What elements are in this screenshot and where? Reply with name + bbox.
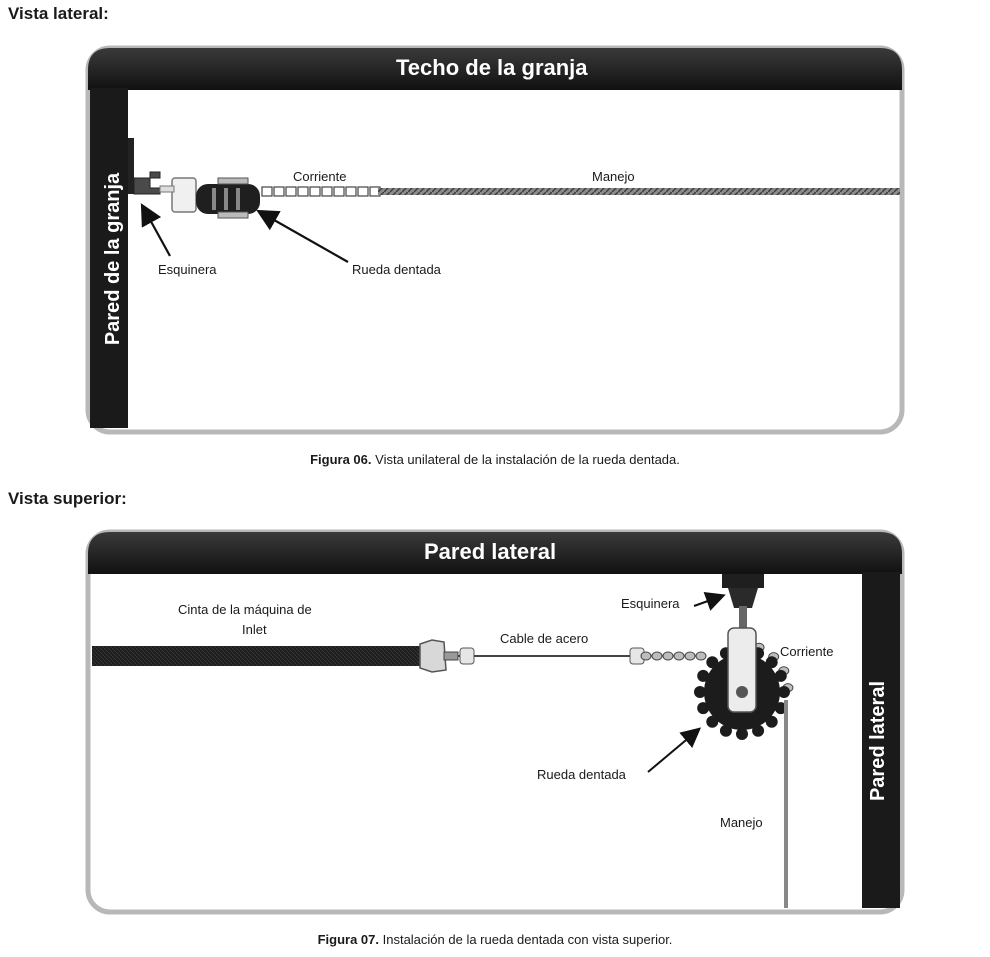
label-rueda-dentada: Rueda dentada	[352, 262, 441, 277]
sprocket-bracket	[728, 628, 756, 712]
label-rueda-top: Rueda dentada	[537, 767, 626, 782]
chain-link	[334, 187, 344, 196]
chain-link	[641, 652, 651, 660]
side-wall-vertical-label: Pared lateral	[867, 680, 889, 802]
section-title-top-view: Vista superior:	[8, 489, 127, 508]
chain-link	[696, 652, 706, 660]
chain-link	[298, 187, 308, 196]
side-view-frame	[88, 48, 902, 432]
caption-07-text: Instalación de la rueda dentada con vista superior.	[379, 932, 673, 947]
chain-link	[652, 652, 662, 660]
top-view-frame	[88, 532, 902, 912]
section-title-side-view: Vista lateral:	[8, 4, 109, 23]
caption-06-text: Vista unilateral de la instalación de la rueda dentada.	[371, 452, 680, 467]
figure-06-caption	[0, 452, 990, 467]
label-esquinera: Esquinera	[158, 262, 217, 277]
farm-wall-label: Pared de la granja	[102, 172, 124, 346]
chain-link	[286, 187, 296, 196]
label-cable-acero: Cable de acero	[500, 631, 589, 646]
roof-banner-title: Techo de la granja	[396, 55, 588, 80]
chain-link	[685, 652, 695, 660]
chain-link	[310, 187, 320, 196]
chain-link	[674, 652, 684, 660]
caption-07-bold: Figura 07.	[317, 932, 379, 947]
cable-clamp-left	[460, 648, 474, 664]
chain-link	[663, 652, 673, 660]
chain-link	[262, 187, 272, 196]
label-corriente: Corriente	[293, 169, 347, 184]
label-cinta-line1: Cinta de la máquina de	[178, 602, 312, 617]
chain-link	[358, 187, 368, 196]
chain-link	[322, 187, 332, 196]
side-wall-banner-title: Pared lateral	[424, 539, 557, 564]
label-corriente-top: Corriente	[780, 644, 834, 659]
label-manejo-top: Manejo	[720, 815, 763, 830]
drive-cable	[378, 188, 900, 195]
chain-link	[274, 187, 284, 196]
label-cinta-line2: Inlet	[242, 622, 267, 637]
figure-07-caption	[0, 932, 990, 947]
caption-06-bold: Figura 06.	[310, 452, 372, 467]
label-manejo: Manejo	[592, 169, 635, 184]
chain-link	[346, 187, 356, 196]
label-esquinera-top: Esquinera	[621, 596, 680, 611]
inlet-strap	[92, 646, 422, 666]
